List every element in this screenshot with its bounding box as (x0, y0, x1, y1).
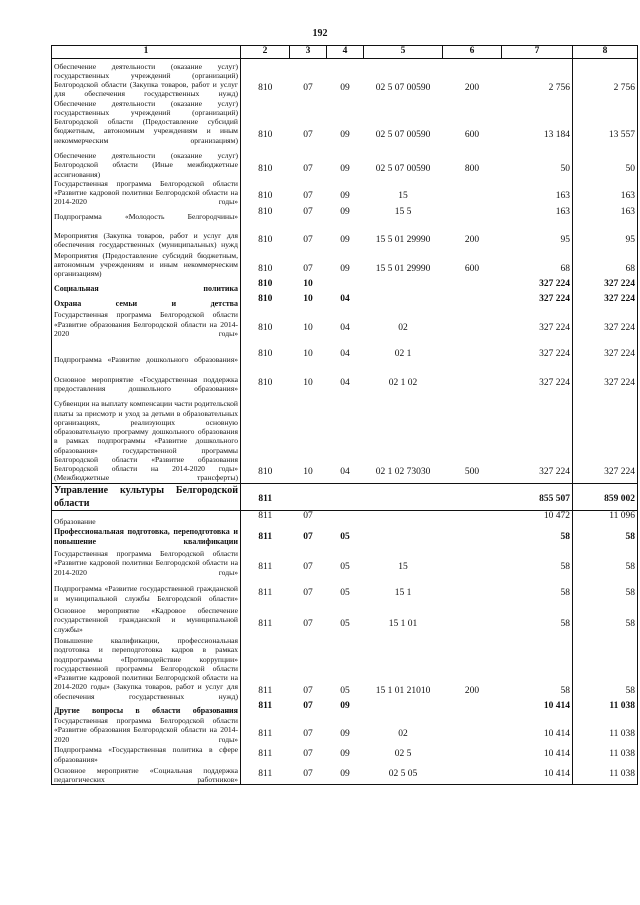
row-c5 (364, 279, 443, 294)
row-c8: 58 (573, 526, 638, 547)
row-c4: 05 (340, 685, 350, 696)
row-c2: 811 (241, 764, 290, 785)
row-c4: 09 (340, 748, 350, 759)
row-c7: 855 507 (502, 483, 573, 510)
row-name: Основное мероприятие «Государственная поддержка предоставления дошкольного образования» (52, 364, 241, 393)
table-row (52, 393, 638, 483)
row-name: Обеспечение деятельности (оказание услуг) государственных учреждений (организаций) Белгородской области (Предоставление субсидий бюджетным, автономным учреждениям и иным некоммерческим организациям) (52, 99, 241, 145)
row-name: Обеспечение деятельности (оказание услуг) государственных учреждений (организаций) Белгородской области (Закупка товаров, работ и услуг для обеспечения государственных нужд) (52, 59, 241, 99)
row-c2: 810 (258, 83, 273, 94)
table-row (52, 603, 638, 634)
row-c5: 02 5 07 00590 (375, 163, 431, 174)
row-c5 (364, 294, 443, 309)
row-c8: 327 224 (573, 279, 638, 294)
row-c2: 810 (258, 377, 273, 388)
row-c5: 15 1 01 21010 (375, 685, 431, 696)
row-c4: 09 (340, 700, 350, 711)
row-c8: 2 756 (573, 59, 638, 99)
row-c7: 10 414 (502, 764, 573, 785)
row-c8: 327 224 (573, 309, 638, 338)
row-c2: 810 (258, 191, 273, 202)
row-c5 (364, 510, 443, 526)
row-c3: 07 (303, 618, 313, 629)
row-c8: 11 038 (573, 716, 638, 744)
row-c8: 58 (573, 634, 638, 701)
row-c2: 810 (258, 278, 273, 289)
row-c2: 811 (258, 618, 273, 629)
row-c4: 09 (340, 83, 350, 94)
row-c6: 200 (464, 685, 480, 696)
row-c5 (364, 526, 443, 547)
row-name: Управление культуры Белгородской области (52, 483, 241, 510)
row-c4: 05 (340, 618, 350, 629)
row-c6: 200 (464, 83, 480, 94)
col-header: 1 (52, 46, 241, 59)
row-name: Другие вопросы в области образования (52, 701, 241, 716)
table-row (52, 338, 638, 364)
row-c5: 15 (398, 191, 408, 202)
row-c7: 58 (502, 577, 573, 603)
row-c8: 11 096 (573, 510, 638, 526)
row-c6 (443, 510, 502, 526)
row-c5: 02 1 02 (388, 377, 418, 388)
row-name: Мероприятия (Закупка товаров, работ и услуг для обеспечения государственных (муниципальных) нужд (52, 222, 241, 250)
row-c8: 58 (573, 577, 638, 603)
row-name: Подпрограмма «Молодость Белгородчины» (52, 207, 241, 222)
column-number-header (52, 46, 638, 59)
row-c6 (443, 364, 502, 393)
row-c8: 163 (573, 207, 638, 222)
row-c3: 07 (303, 263, 313, 274)
table-row (52, 309, 638, 338)
row-c8: 11 038 (573, 744, 638, 764)
row-c3: 10 (303, 322, 313, 333)
row-c7: 163 (502, 179, 573, 207)
row-name: Повышение квалификации, профессиональная подготовка и переподготовка кадров в рамках подпрограммы «Противодействие коррупции» государственной программы Белгородской области «Развитие кадровой политики Белгородской области на 2014-2020 годы» (Закупка товаров, работ и услуг для обеспечения государственных нужд) (52, 634, 241, 701)
row-c6 (443, 701, 502, 716)
row-c7: 2 756 (502, 59, 573, 99)
row-c5 (364, 483, 443, 510)
row-c2: 810 (258, 163, 273, 174)
row-c5: 02 5 07 00590 (375, 129, 431, 140)
row-c5: 15 1 (394, 587, 412, 598)
row-c2: 811 (258, 561, 273, 572)
table-row (52, 526, 638, 547)
row-c2: 811 (258, 700, 273, 711)
row-c7: 10 414 (502, 744, 573, 764)
row-c4: 04 (340, 377, 350, 388)
row-name: Подпрограмма «Государственная политика в сфере образования» (52, 744, 241, 764)
row-c4: 04 (340, 467, 350, 478)
row-c7: 58 (502, 634, 573, 701)
table-row (52, 364, 638, 393)
row-c3: 07 (303, 700, 313, 711)
row-c6 (443, 207, 502, 222)
budget-table (51, 45, 638, 785)
row-c8: 13 557 (573, 99, 638, 145)
row-c5: 02 5 07 00590 (375, 83, 431, 94)
row-c4: 05 (340, 561, 350, 572)
row-c3: 07 (303, 206, 313, 217)
row-c4 (327, 483, 364, 510)
row-c8: 327 224 (573, 294, 638, 309)
row-name: Социальная политика (52, 279, 241, 294)
col-header: 6 (443, 46, 502, 59)
row-c3: 10 (303, 293, 313, 304)
row-c6 (443, 279, 502, 294)
row-c8: 68 (573, 250, 638, 279)
table-row (52, 634, 638, 701)
row-c6: 600 (464, 129, 480, 140)
row-name: Основное мероприятие «Кадровое обеспечение государственной гражданской и муниципальной службы» (52, 603, 241, 634)
row-c3: 07 (290, 764, 327, 785)
row-c4: 04 (340, 322, 350, 333)
row-name: Образование (52, 510, 241, 526)
row-c5: 02 1 02 73030 (375, 467, 431, 478)
row-name: Государственная программа Белгородской области «Развитие образования Белгородской области на 2014-2020 годы» (52, 716, 241, 744)
col-header: 7 (502, 46, 573, 59)
row-c6 (443, 526, 502, 547)
row-c4 (327, 279, 364, 294)
row-c3: 07 (303, 191, 313, 202)
row-c6 (443, 603, 502, 634)
table-row (52, 483, 638, 510)
table-row (52, 250, 638, 279)
row-c7: 163 (502, 207, 573, 222)
table-row (52, 145, 638, 179)
row-c3: 07 (303, 685, 313, 696)
row-c2: 810 (258, 293, 273, 304)
row-c8: 11 038 (573, 764, 638, 785)
table-row (52, 207, 638, 222)
row-name: Мероприятия (Предоставление субсидий бюджетным, автономным учреждениям и иным некоммерческим организациям) (52, 250, 241, 279)
row-c2: 810 (258, 322, 273, 333)
table-row (52, 716, 638, 744)
row-c3: 07 (303, 728, 313, 739)
row-c8: 58 (573, 547, 638, 577)
row-c2: 810 (258, 129, 273, 140)
row-c8: 859 002 (573, 483, 638, 510)
row-c6 (443, 764, 502, 785)
row-c7: 58 (502, 603, 573, 634)
row-c6: 500 (464, 467, 480, 478)
row-c2: 811 (258, 531, 273, 542)
row-c4: 05 (340, 587, 350, 598)
row-c3: 10 (303, 278, 313, 289)
row-c4: 04 (340, 293, 350, 304)
row-name: Государственная программа Белгородской области «Развитие кадровой политики Белгородской области на 2014-2020 годы» (52, 179, 241, 207)
row-c3: 07 (303, 748, 313, 759)
row-c7: 13 184 (502, 99, 573, 145)
row-c4: 09 (340, 129, 350, 140)
table-row (52, 701, 638, 716)
row-c6 (443, 483, 502, 510)
row-c3: 07 (303, 83, 313, 94)
row-c7: 95 (502, 222, 573, 250)
row-c5: 02 5 05 (364, 764, 443, 785)
row-c3: 07 (290, 510, 327, 526)
row-c6 (443, 309, 502, 338)
row-c2: 810 (258, 234, 273, 245)
row-c4 (327, 510, 364, 526)
row-name: Профессиональная подготовка, переподготовка и повышение квалификации (52, 526, 241, 547)
row-c5: 02 (398, 322, 408, 333)
row-c5: 15 (398, 561, 408, 572)
row-c6: 600 (464, 263, 480, 274)
row-c7: 10 414 (502, 716, 573, 744)
col-header: 4 (327, 46, 364, 59)
row-c2: 811 (258, 728, 273, 739)
table-row (52, 279, 638, 294)
row-c4: 05 (340, 531, 350, 542)
row-c7: 58 (502, 526, 573, 547)
row-c5: 02 1 (394, 348, 412, 359)
row-c6 (443, 577, 502, 603)
row-c2: 811 (241, 510, 290, 526)
row-c3: 07 (303, 561, 313, 572)
row-c8: 50 (573, 145, 638, 179)
row-c5: 02 5 (394, 748, 412, 759)
row-name: Субвенции на выплату компенсации части родительской платы за присмотр и уход за детьми в образовательных организациях, реализующих основную образовательную программу дошкольного образования в рамках подпрограммы «Развитие дошкольного образования» государственной программы Белгородской области «Развитие образования Белгородской области на 2014-2020 годы» (Межбюджетные трансферты) (52, 393, 241, 483)
row-c7: 68 (502, 250, 573, 279)
row-c3: 10 (303, 348, 313, 359)
table-row (52, 59, 638, 99)
row-c8: 327 224 (573, 364, 638, 393)
col-header: 3 (290, 46, 327, 59)
row-name: Государственная программа Белгородской области «Развитие образования Белгородской области на 2014-2020 годы» (52, 309, 241, 338)
row-c4: 09 (327, 764, 364, 785)
row-c3: 07 (303, 531, 313, 542)
row-c6: 800 (464, 163, 480, 174)
row-c3: 07 (303, 163, 313, 174)
row-c3: 10 (303, 377, 313, 388)
table-row (52, 222, 638, 250)
row-c2: 810 (258, 206, 273, 217)
row-name: Обеспечение деятельности (оказание услуг) Белгородской области (Иные межбюджетные ассигнования) (52, 145, 241, 179)
row-c4: 09 (340, 234, 350, 245)
row-c7: 10 472 (502, 510, 573, 526)
col-header: 5 (364, 46, 443, 59)
row-c6: 200 (464, 234, 480, 245)
row-c5: 15 5 (394, 206, 412, 217)
row-c8: 95 (573, 222, 638, 250)
row-name: Государственная программа Белгородской области «Развитие кадровой политики Белгородской области на 2014-2020 годы» (52, 547, 241, 577)
row-c2: 811 (241, 483, 290, 510)
row-c8: 163 (573, 179, 638, 207)
row-c3 (290, 483, 327, 510)
table-row (52, 179, 638, 207)
row-c4: 09 (340, 728, 350, 739)
row-c5 (364, 701, 443, 716)
row-c5: 15 1 01 (388, 618, 418, 629)
row-c3: 07 (303, 129, 313, 140)
row-name: Основное мероприятие «Социальная поддержка педагогических работников» (52, 764, 241, 785)
table-row (52, 510, 638, 526)
row-c8: 327 224 (573, 338, 638, 364)
row-c7: 327 224 (502, 338, 573, 364)
row-c8: 58 (573, 603, 638, 634)
row-c8: 327 224 (573, 393, 638, 483)
row-c7: 10 414 (502, 701, 573, 716)
row-c7: 327 224 (502, 294, 573, 309)
row-c7: 327 224 (502, 364, 573, 393)
row-name: Подпрограмма «Развитие дошкольного образования» (52, 338, 241, 364)
table-row (52, 294, 638, 309)
row-c7: 327 224 (502, 393, 573, 483)
row-c4: 09 (340, 163, 350, 174)
row-c2: 811 (258, 685, 273, 696)
row-c6 (443, 179, 502, 207)
row-c4: 09 (340, 206, 350, 217)
row-c3: 07 (303, 587, 313, 598)
row-c5: 15 5 01 29990 (375, 263, 431, 274)
table-row (52, 577, 638, 603)
row-c4: 04 (340, 348, 350, 359)
col-header: 2 (241, 46, 290, 59)
row-c8: 11 038 (573, 701, 638, 716)
row-c6 (443, 294, 502, 309)
page-number: 192 (312, 28, 328, 39)
row-c2: 810 (258, 467, 273, 478)
row-c6 (443, 744, 502, 764)
row-c6 (443, 338, 502, 364)
table-row (52, 547, 638, 577)
row-c4: 09 (340, 191, 350, 202)
row-c3: 07 (303, 234, 313, 245)
row-c2: 810 (258, 263, 273, 274)
col-header: 8 (573, 46, 638, 59)
row-c6 (443, 716, 502, 744)
row-name: Подпрограмма «Развитие государственной гражданской и муниципальной службы Белгородской области» (52, 577, 241, 603)
row-c5: 15 5 01 29990 (375, 234, 431, 245)
row-c3: 10 (303, 467, 313, 478)
row-c7: 327 224 (502, 279, 573, 294)
table-row (52, 99, 638, 145)
row-c7: 58 (502, 547, 573, 577)
table-row (52, 744, 638, 764)
table-row (52, 764, 638, 785)
row-c5: 02 (398, 728, 408, 739)
row-name: Охрана семьи и детства (52, 294, 241, 309)
row-c2: 811 (258, 748, 273, 759)
row-c4: 09 (340, 263, 350, 274)
row-c6 (443, 547, 502, 577)
row-c7: 50 (502, 145, 573, 179)
row-c2: 811 (258, 587, 273, 598)
row-c2: 810 (258, 348, 273, 359)
row-c7: 327 224 (502, 309, 573, 338)
